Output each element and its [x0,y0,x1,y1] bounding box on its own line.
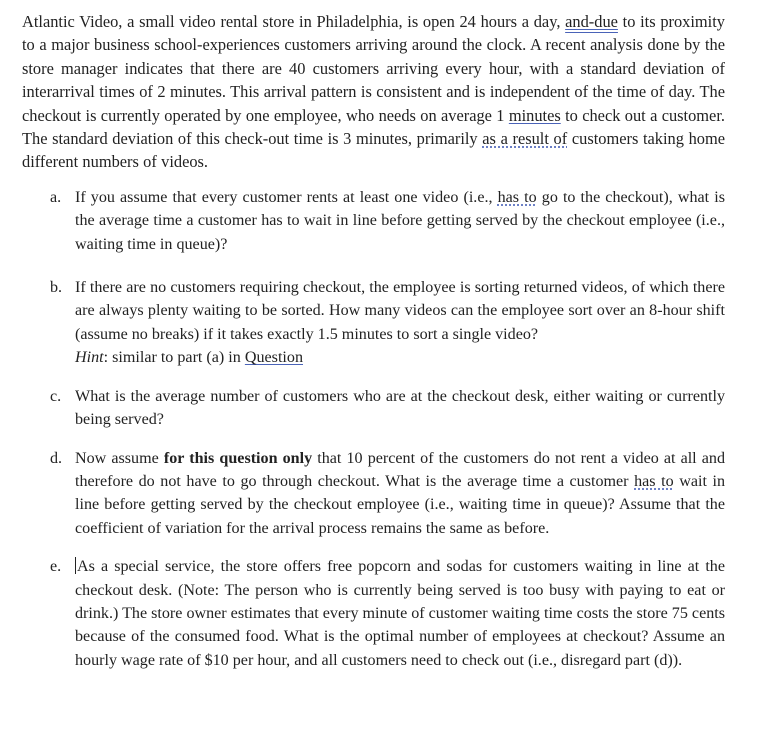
document-body [22,10,725,672]
style-flag-as-a-result-of[interactable]: as a result of [482,129,568,149]
item-b-text-1: If there are no customers requiring checkout, the employee is sorting returned videos, of which there are always plenty waiting to be sorted. How many videos can the employee sort over an 8-hour shift (assume no breaks) if it takes exactly 1.5 minutes to sort a single video? [75,279,725,343]
style-flag-has-to-d[interactable]: has to [634,472,674,490]
question-item-d [22,447,725,541]
item-a-text-2: go to the checkout), what is the average time a customer has to wait in line before getting served by the checkout employee (i.e., waiting time in queue)? [75,188,725,253]
item-letter: c. [50,387,62,405]
question-item-a [22,186,725,256]
item-letter: e. [50,558,62,576]
emphasis-text: for this question only [163,449,313,467]
item-letter: a. [50,188,62,206]
item-d-text-3: wait in line before getting served by the checkout employee (i.e., waiting time in queue)? Assume that the coefficient of variation for the arrival process remains the same as before. [75,472,726,537]
hint-label: Hint [75,349,104,367]
question-item-b [22,276,725,370]
hint-text: : similar to part (a) in [103,349,241,367]
question-link[interactable]: Question [244,349,303,367]
item-text [75,385,725,432]
item-d-text-1: Now assume [75,449,159,467]
item-a-text-1: If you assume that every customer rents at least one video (i.e., [75,188,493,206]
item-c-text-1: What is the average number of customers who are at the checkout desk, either waiting or currently being served? [75,387,725,429]
intro-text-2: to its proximity to a major business school-experiences customers arriving around the clock. A recent analysis done by the store manager indicates that there are 40 customers arriving every hour, with a standard deviation of interarrival times of 2 minutes. This arrival pattern is consistent and is independent of the time of day. The checkout is currently operated by one employee, who needs on average 1 [22,12,725,125]
item-e-text-1: As a special service, the store offers free popcorn and sodas for customers waiting in line at the checkout desk. (Note: The person who is currently being served is too busy with paying to eat or drink.) The store owner estimates that every minute of customer waiting time costs the store 75 cents because of the consumed food. What is the optimal number of employees at checkout? Assume an hourly wage rate of $10 per hour, and all customers need to check out (i.e., disregard part (d)). [75,558,725,669]
item-text [75,186,725,256]
grammar-flag-and-due[interactable]: and-due [565,12,618,31]
question-item-e [22,555,725,672]
item-letter: b. [50,279,63,297]
question-list [22,186,725,672]
text-cursor [75,557,76,574]
grammar-flag-minutes[interactable]: minutes [508,105,561,125]
intro-text-4: customers taking home different numbers of videos. [22,129,725,172]
hint-line [75,346,725,369]
item-text [75,276,725,346]
item-letter: d. [50,449,63,467]
intro-text-1: Atlantic Video, a small video rental store in Philadelphia, is open 24 hours a day, [22,12,561,31]
item-d-text-2: that 10 percent of the customers do not rent a video at all and therefore do not have to go through checkout. What is the average time a customer [75,449,725,490]
style-flag-has-to[interactable]: has to [497,188,537,206]
question-item-c [22,385,725,432]
intro-text-3: to check out a customer. The standard deviation of this check-out time is 3 minutes, primarily [22,105,725,149]
item-text[interactable] [75,555,725,672]
intro-paragraph [22,10,725,174]
item-text [75,447,725,541]
